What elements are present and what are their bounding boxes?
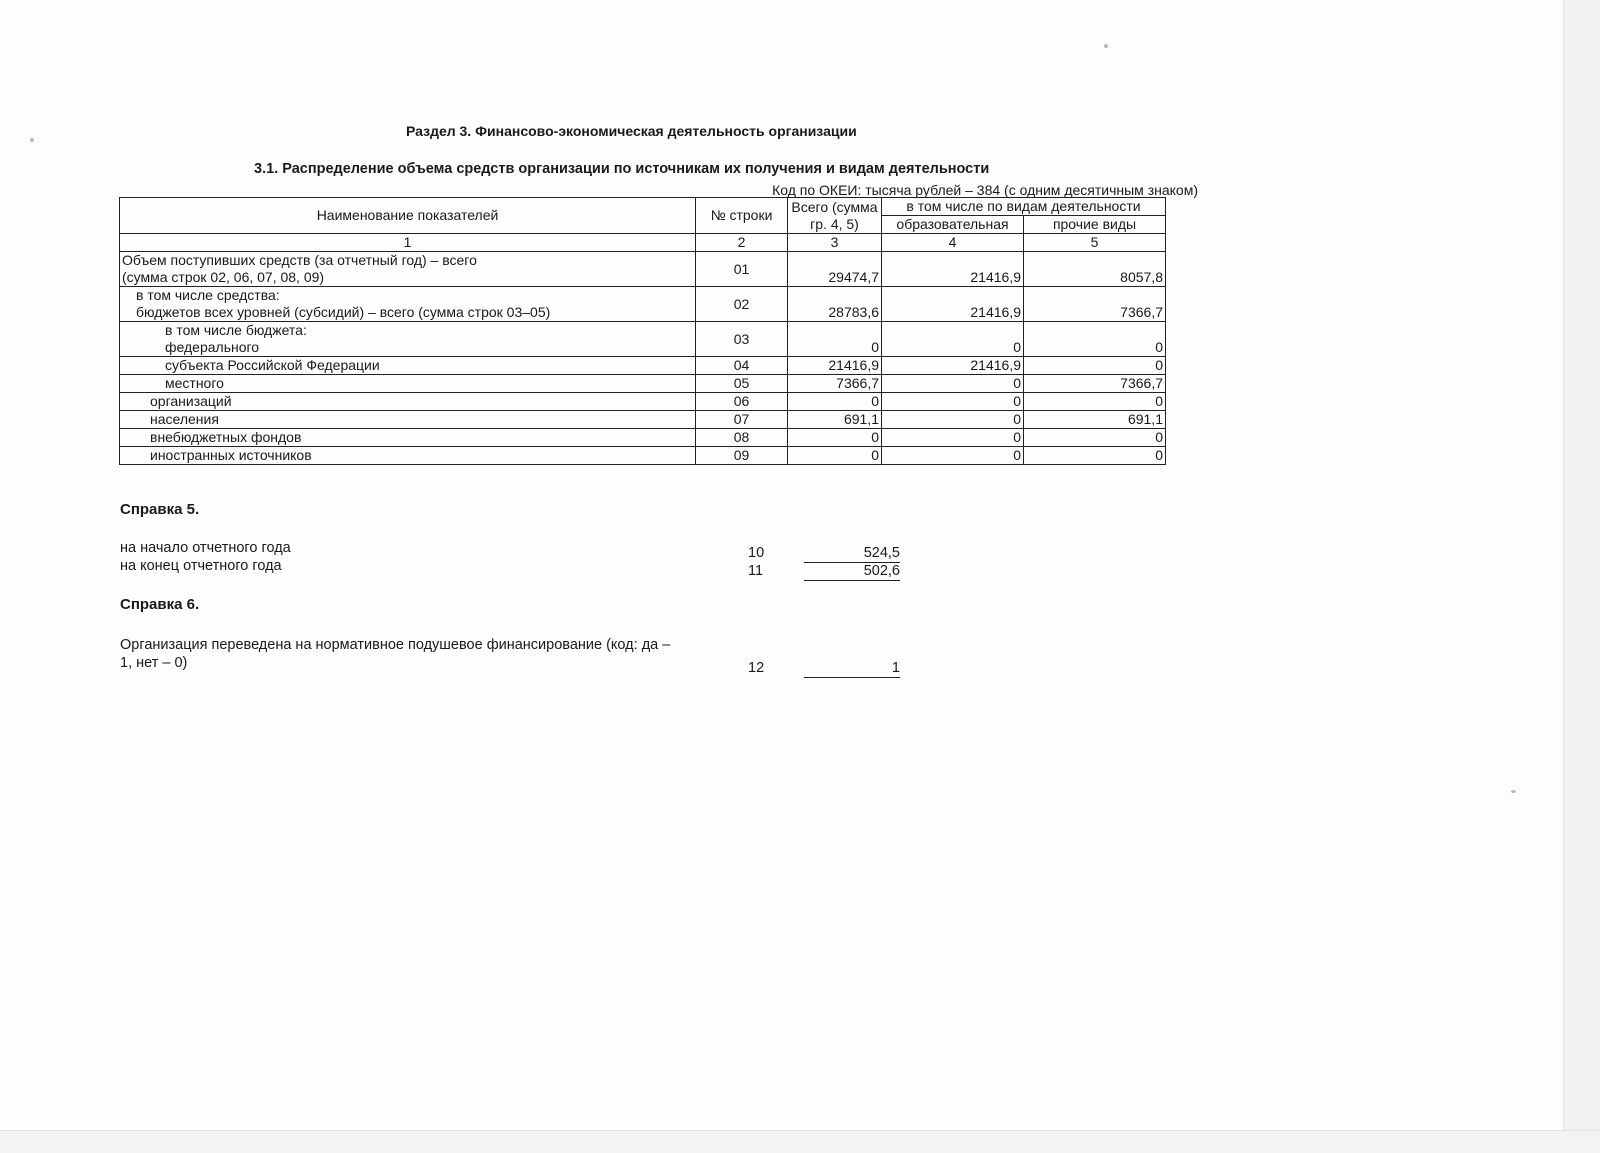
row-label-line: бюджетов всех уровней (субсидий) – всего (сумма строк 03–05) — [136, 304, 551, 320]
row-other: 0 — [1024, 429, 1166, 447]
row-total: 691,1 — [788, 411, 882, 429]
row-label — [120, 252, 696, 287]
header-other: прочие виды — [1024, 216, 1166, 234]
row-total: 7366,7 — [788, 375, 882, 393]
col-number: 3 — [788, 234, 882, 252]
row-label — [120, 322, 696, 357]
table-header-row — [120, 198, 1166, 216]
row-edu: 21416,9 — [882, 252, 1024, 287]
ref5-code-end: 11 — [748, 563, 764, 579]
row-edu: 0 — [882, 393, 1024, 411]
section-title: Раздел 3. Финансово-экономическая деятельность организации — [406, 123, 857, 139]
row-code: 04 — [696, 357, 788, 375]
row-code: 08 — [696, 429, 788, 447]
subsection-title: 3.1. Распределение объема средств организации по источникам их получения и видам деятельности — [254, 161, 990, 177]
row-edu: 0 — [882, 429, 1024, 447]
row-code: 02 — [696, 287, 788, 322]
col-number: 5 — [1024, 234, 1166, 252]
row-label: организаций — [120, 393, 696, 411]
row-total: 28783,6 — [788, 287, 882, 322]
header-group: в том числе по видам деятельности — [882, 198, 1166, 216]
row-edu: 21416,9 — [882, 287, 1024, 322]
ref6-label-line2: 1, нет – 0) — [120, 655, 188, 671]
row-code: 06 — [696, 393, 788, 411]
funding-table — [119, 197, 1166, 465]
row-total: 0 — [788, 322, 882, 357]
table-row — [120, 252, 1166, 287]
scan-edge-bottom — [0, 1130, 1600, 1153]
row-edu: 0 — [882, 322, 1024, 357]
scan-speck — [1511, 790, 1516, 793]
ref6-value: 1 — [804, 660, 900, 678]
row-other: 0 — [1024, 393, 1166, 411]
ref5-title: Справка 5. — [120, 501, 200, 518]
header-total-line2: гр. 4, 5) — [810, 215, 859, 232]
header-edu: образовательная — [882, 216, 1024, 234]
row-label-line: в том числе средства: — [136, 287, 280, 303]
row-total: 0 — [788, 393, 882, 411]
row-code: 03 — [696, 322, 788, 357]
row-label-line: федерального — [165, 339, 260, 355]
row-label-line: в том числе бюджета: — [165, 322, 307, 338]
row-code: 07 — [696, 411, 788, 429]
row-label-line: (сумма строк 02, 06, 07, 08, 09) — [122, 269, 325, 285]
row-label: внебюджетных фондов — [120, 429, 696, 447]
ref6-label-line1: Организация переведена на нормативное подушевое финансирование (код: да – — [120, 637, 671, 653]
table-row — [120, 429, 1166, 447]
row-edu: 0 — [882, 411, 1024, 429]
row-edu: 0 — [882, 375, 1024, 393]
row-code: 01 — [696, 252, 788, 287]
header-total — [788, 198, 882, 234]
row-total: 29474,7 — [788, 252, 882, 287]
row-label — [120, 287, 696, 322]
ref5-value-end: 502,6 — [804, 563, 900, 581]
scan-speck — [1104, 44, 1108, 48]
row-other: 0 — [1024, 447, 1166, 465]
row-other: 7366,7 — [1024, 375, 1166, 393]
ref5-label-end: на конец отчетного года — [120, 558, 282, 574]
col-number: 4 — [882, 234, 1024, 252]
ref5-code-start: 10 — [748, 545, 765, 561]
table-row — [120, 411, 1166, 429]
row-total: 21416,9 — [788, 357, 882, 375]
row-edu: 21416,9 — [882, 357, 1024, 375]
table-row — [120, 322, 1166, 357]
table-row — [120, 357, 1166, 375]
row-label-line: Объем поступивших средств (за отчетный год) – всего — [122, 252, 477, 268]
row-code: 09 — [696, 447, 788, 465]
row-other: 7366,7 — [1024, 287, 1166, 322]
row-code: 05 — [696, 375, 788, 393]
column-numbers-row — [120, 234, 1166, 252]
header-row-no: № строки — [696, 198, 788, 234]
scan-speck — [30, 138, 34, 142]
scan-edge-right — [1563, 0, 1600, 1153]
header-name: Наименование показателей — [120, 198, 696, 234]
row-label: иностранных источников — [120, 447, 696, 465]
okei-note: Код по ОКЕИ: тысяча рублей – 384 (с одним десятичным знаком) — [772, 182, 1198, 198]
row-total: 0 — [788, 447, 882, 465]
col-number: 1 — [120, 234, 696, 252]
row-other: 0 — [1024, 322, 1166, 357]
ref6-title: Справка 6. — [120, 596, 200, 613]
table-row — [120, 393, 1166, 411]
row-label: населения — [120, 411, 696, 429]
row-label: местного — [120, 375, 696, 393]
ref5-value-start: 524,5 — [804, 545, 900, 563]
row-other: 0 — [1024, 357, 1166, 375]
ref5-label-start: на начало отчетного года — [120, 540, 291, 556]
table-row — [120, 287, 1166, 322]
table-row — [120, 375, 1166, 393]
header-total-line1: Всего (сумма — [791, 198, 878, 215]
row-label: субъекта Российской Федерации — [120, 357, 696, 375]
ref6-code: 12 — [748, 660, 765, 676]
row-edu: 0 — [882, 447, 1024, 465]
row-other: 8057,8 — [1024, 252, 1166, 287]
col-number: 2 — [696, 234, 788, 252]
row-other: 691,1 — [1024, 411, 1166, 429]
row-total: 0 — [788, 429, 882, 447]
table-row — [120, 447, 1166, 465]
